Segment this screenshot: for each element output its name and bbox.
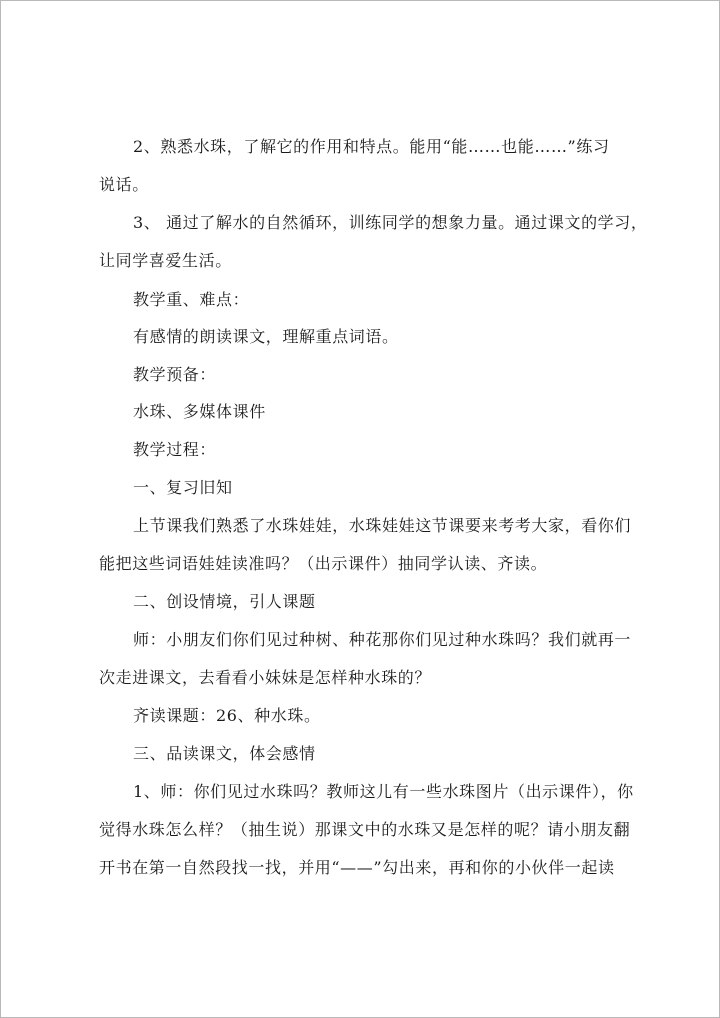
- text-line: 二、创设情境，引人课题: [133, 592, 316, 611]
- text-line: 说话。: [99, 175, 149, 194]
- text-line: 让同学喜爱生活。: [99, 251, 232, 270]
- text-line: 教学过程：: [133, 440, 217, 459]
- text-line: 次走进课文，去看看小妹妹是怎样种水珠的？: [99, 668, 432, 687]
- text-line: 上节课我们熟悉了水珠娃娃，水珠娃娃这节课要来考考大家，看你们: [133, 516, 632, 535]
- text-line: 2、熟悉水珠，了解它的作用和特点。能用“能……也能……”练习: [133, 137, 610, 156]
- text-line: 觉得水珠怎么样？（抽生说）那课文中的水珠又是怎样的呢？请小朋友翻: [99, 820, 631, 839]
- text-line: 师：小朋友们你们见过种树、种花那你们见过种水珠吗？我们就再一: [133, 630, 632, 649]
- text-line: 能把这些词语娃娃读准吗？（出示课件）抽同学认读、齐读。: [99, 554, 548, 573]
- text-line: 教学重、难点：: [133, 290, 250, 309]
- text-line: 水珠、多媒体课件: [133, 402, 266, 421]
- text-line: 1、师：你们见过水珠吗？教师这儿有一些水珠图片（出示课件），你: [133, 782, 634, 801]
- text-line: 齐读课题：26、种水珠。: [133, 706, 321, 725]
- text-line: 教学预备：: [133, 365, 217, 384]
- text-line: 3、 通过了解水的自然循环，训练同学的想象力量。通过课文的学习，: [133, 213, 648, 232]
- text-line: 一、复习旧知: [133, 478, 233, 497]
- text-line: 有感情的朗读课文，理解重点词语。: [133, 327, 399, 346]
- text-line: 开书在第一自然段找一找，并用“——”勾出来，再和你的小伙伴一起读: [99, 858, 615, 877]
- text-line: 三、品读课文，体会感情: [133, 744, 316, 763]
